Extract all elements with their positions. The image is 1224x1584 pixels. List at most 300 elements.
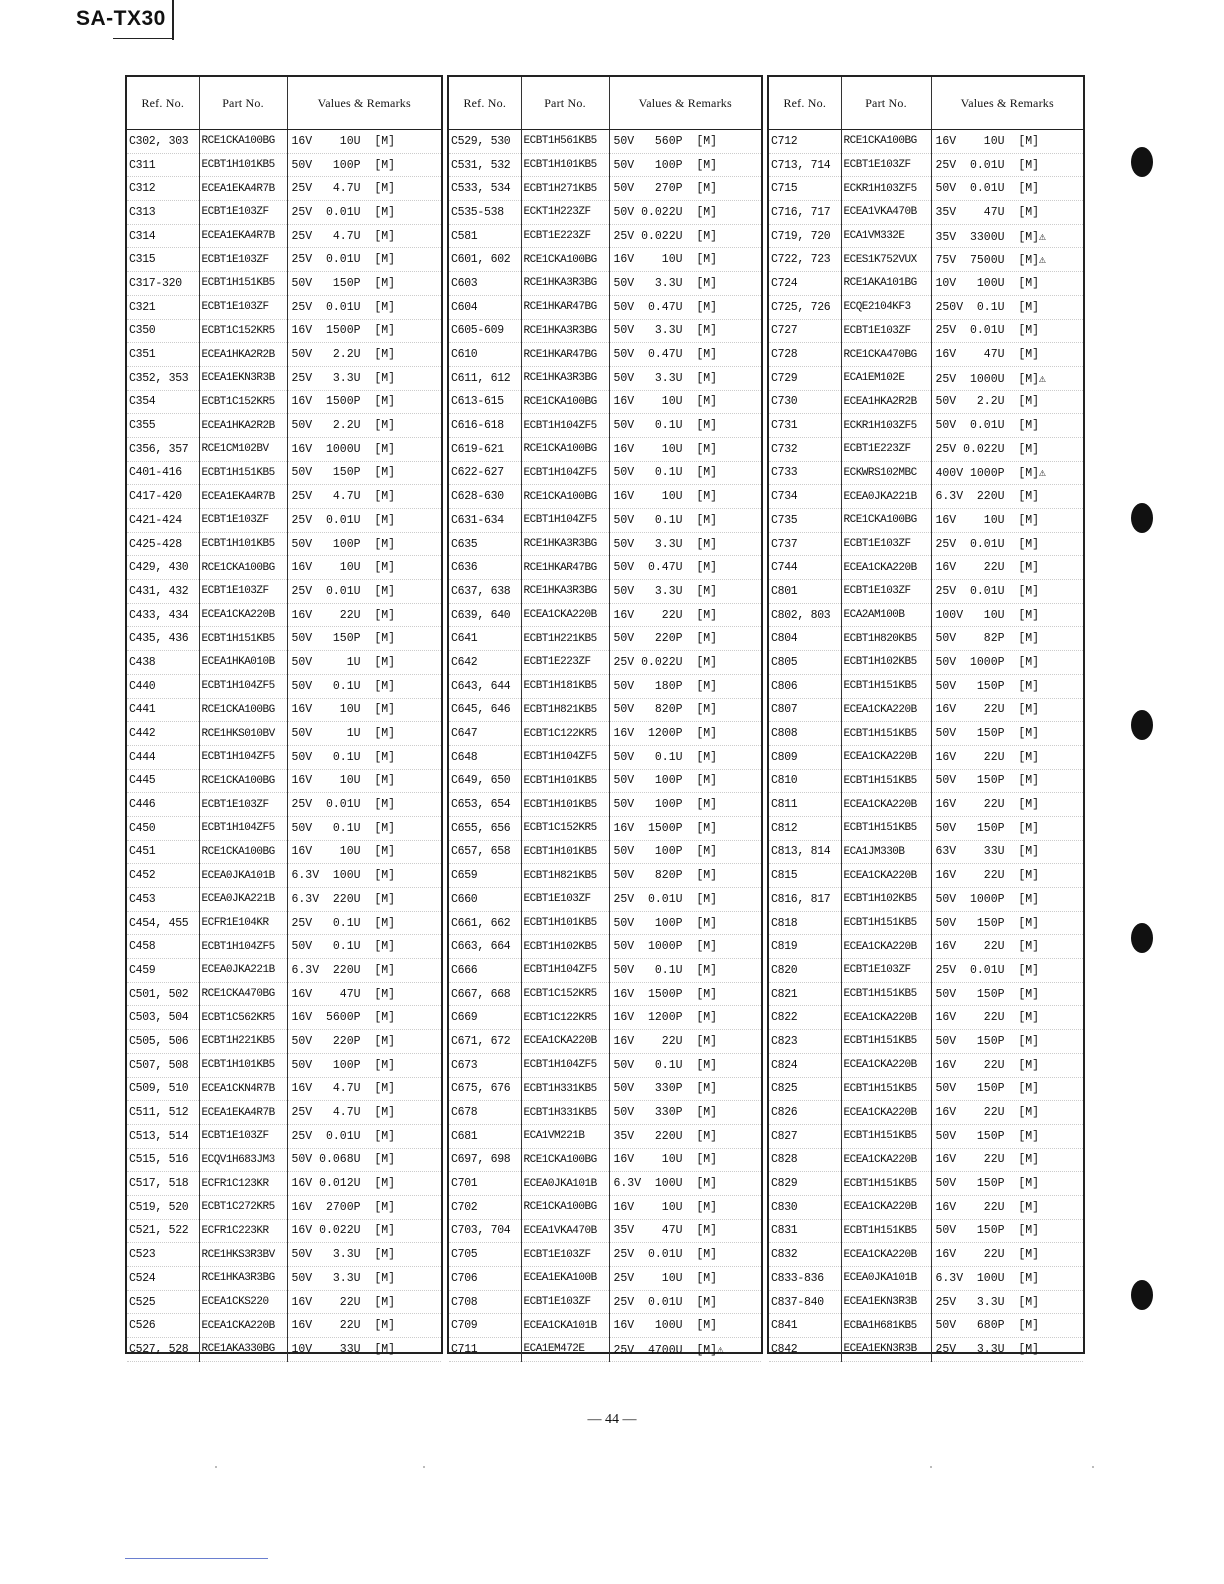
part-no-cell: ECBT1H151KB5 <box>841 1077 931 1101</box>
ref-no-cell: C697, 698 <box>449 1148 521 1172</box>
ref-no-cell: C613-615 <box>449 390 521 414</box>
values-cell: 50V 0.47U [M] <box>609 556 761 580</box>
values-cell: 50V 0.1U [M] <box>287 674 441 698</box>
ref-no-cell: C503, 504 <box>127 1006 199 1030</box>
ref-no-cell: C820 <box>769 959 841 983</box>
part-no-cell: ECA1VM332E <box>841 224 931 248</box>
part-no-cell: ECEA1CKA220B <box>841 1195 931 1219</box>
ref-no-cell: C737 <box>769 532 841 556</box>
part-no-cell: ECEA1CKA220B <box>841 1101 931 1125</box>
part-no-cell: ECEA0JKA221B <box>841 485 931 509</box>
values-cell: 50V 330P [M] <box>609 1077 761 1101</box>
part-no-cell: ECBT1H151KB5 <box>841 816 931 840</box>
table-row <box>449 1338 761 1362</box>
table-row <box>449 1101 761 1125</box>
table-row <box>449 1172 761 1196</box>
values-cell: 16V 22U [M] <box>609 603 761 627</box>
values-cell: 16V 47U [M] <box>287 982 441 1006</box>
part-no-cell: ECEA1CKA220B <box>841 1053 931 1077</box>
table-row <box>769 153 1083 177</box>
values-cell: 50V 82P [M] <box>931 627 1083 651</box>
values-cell: 16V 22U [M] <box>931 1053 1083 1077</box>
table-row <box>769 793 1083 817</box>
ref-no-cell: C824 <box>769 1053 841 1077</box>
values-cell: 16V 22U [M] <box>287 603 441 627</box>
ref-no-cell: C734 <box>769 485 841 509</box>
ref-no-cell: C744 <box>769 556 841 580</box>
table-row <box>449 864 761 888</box>
ref-no-cell: C631-634 <box>449 509 521 533</box>
ref-no-cell: C527, 528 <box>127 1338 199 1362</box>
values-cell: 50V 0.1U [M] <box>609 509 761 533</box>
values-cell: 50V 3.3U [M] <box>609 272 761 296</box>
table-row <box>449 1243 761 1267</box>
values-cell: 50V 330P [M] <box>609 1101 761 1125</box>
values-cell: 25V 0.1U [M] <box>287 911 441 935</box>
values-cell: 25V 0.01U [M] <box>287 793 441 817</box>
values-cell: 16V 10U [M] <box>609 1195 761 1219</box>
values-cell: 25V 4.7U [M] <box>287 1101 441 1125</box>
part-no-cell: ECBT1E103ZF <box>199 248 287 272</box>
table-row <box>449 935 761 959</box>
part-no-cell: ECBT1H820KB5 <box>841 627 931 651</box>
table-row <box>769 201 1083 225</box>
ref-no-cell: C302, 303 <box>127 130 199 154</box>
page-number: — 44 — <box>587 1412 637 1427</box>
part-no-cell: RCE1HKAR47BG <box>521 556 609 580</box>
values-cell: 50V 270P [M] <box>609 177 761 201</box>
values-cell: 50V 100P [M] <box>287 1053 441 1077</box>
ref-no-cell: C435, 436 <box>127 627 199 651</box>
table-row <box>769 532 1083 556</box>
table-row <box>449 959 761 983</box>
ref-no-cell: C517, 518 <box>127 1172 199 1196</box>
part-no-cell: RCE1CM102BV <box>199 437 287 461</box>
ref-no-cell: C431, 432 <box>127 580 199 604</box>
ref-no-cell: C815 <box>769 864 841 888</box>
part-no-cell: ECA2AM100B <box>841 603 931 627</box>
table-row <box>449 580 761 604</box>
ref-no-cell: C709 <box>449 1314 521 1338</box>
table-row <box>769 603 1083 627</box>
part-no-cell: ECBT1E103ZF <box>521 1290 609 1314</box>
table-row <box>127 722 441 746</box>
values-cell: 50V 150P [M] <box>931 1124 1083 1148</box>
table-row <box>449 201 761 225</box>
part-no-cell: ECEA1EKN3R3B <box>841 1338 931 1362</box>
part-no-cell: ECEA1CKA220B <box>841 864 931 888</box>
values-cell: 50V 150P [M] <box>931 1077 1083 1101</box>
part-no-cell: ECBT1H104ZF5 <box>199 674 287 698</box>
values-cell: 16V 10U [M] <box>287 769 441 793</box>
values-cell: 50V 3.3U [M] <box>609 532 761 556</box>
values-cell: 75V 7500U [M]⚠ <box>931 248 1083 272</box>
part-no-cell: ECBT1E103ZF <box>199 1124 287 1148</box>
ref-no-cell: C675, 676 <box>449 1077 521 1101</box>
part-no-cell: RCE1HKAR47BG <box>521 295 609 319</box>
ref-no-cell: C818 <box>769 911 841 935</box>
part-no-cell: ECFR1C223KR <box>199 1219 287 1243</box>
values-cell: 25V 0.01U [M] <box>931 959 1083 983</box>
ref-no-cell: C719, 720 <box>769 224 841 248</box>
part-no-cell: RCE1HKA3R3BG <box>199 1267 287 1291</box>
parts-table <box>449 77 761 1362</box>
table-row <box>127 864 441 888</box>
parts-table <box>769 77 1083 1362</box>
ref-no-cell: C681 <box>449 1124 521 1148</box>
ref-no-cell: C581 <box>449 224 521 248</box>
values-cell: 16V 10U [M] <box>609 485 761 509</box>
ref-no-cell: C816, 817 <box>769 888 841 912</box>
table-row <box>449 366 761 390</box>
values-cell: 25V 1000U [M]⚠ <box>931 366 1083 390</box>
values-cell: 25V 3.3U [M] <box>931 1338 1083 1362</box>
values-cell: 35V 47U [M] <box>609 1219 761 1243</box>
part-no-cell: ECBT1E223ZF <box>521 651 609 675</box>
part-no-cell: ECBT1H104ZF5 <box>199 745 287 769</box>
ref-no-cell: C433, 434 <box>127 603 199 627</box>
values-cell: 25V 0.022U [M] <box>609 224 761 248</box>
part-no-cell: ECEA0JKA101B <box>199 864 287 888</box>
values-cell: 50V 820P [M] <box>609 698 761 722</box>
part-no-cell: ECBT1H104ZF5 <box>521 745 609 769</box>
values-cell: 16V 47U [M] <box>931 343 1083 367</box>
ref-no-cell: C444 <box>127 745 199 769</box>
values-cell: 50V 150P [M] <box>931 911 1083 935</box>
part-no-cell: RCE1AKA101BG <box>841 272 931 296</box>
table-row <box>449 1006 761 1030</box>
values-cell: 50V 150P [M] <box>931 1172 1083 1196</box>
part-no-cell: ECEA1CKN4R7B <box>199 1077 287 1101</box>
ref-no-cell: C727 <box>769 319 841 343</box>
ref-no-cell: C669 <box>449 1006 521 1030</box>
ref-no-cell: C725, 726 <box>769 295 841 319</box>
ref-no-cell: C807 <box>769 698 841 722</box>
scan-speck <box>423 1466 425 1468</box>
header-values: Values & Remarks <box>287 77 441 130</box>
ref-no-cell: C733 <box>769 461 841 485</box>
part-no-cell: ECBT1H104ZF5 <box>199 816 287 840</box>
table-row <box>769 1172 1083 1196</box>
ref-no-cell: C350 <box>127 319 199 343</box>
table-row <box>769 816 1083 840</box>
ref-no-cell: C701 <box>449 1172 521 1196</box>
table-row <box>449 793 761 817</box>
part-no-cell: ECEA1CKA220B <box>841 556 931 580</box>
values-cell: 50V 3.3U [M] <box>287 1267 441 1291</box>
part-no-cell: ECBT1E103ZF <box>199 295 287 319</box>
part-no-cell: RCE1CKA100BG <box>199 840 287 864</box>
table-row <box>769 864 1083 888</box>
ref-no-cell: C806 <box>769 674 841 698</box>
ref-no-cell: C442 <box>127 722 199 746</box>
binding-hole-mark <box>1131 503 1153 533</box>
values-cell: 16V 22U [M] <box>931 793 1083 817</box>
part-no-cell: ECBT1H331KB5 <box>521 1077 609 1101</box>
part-no-cell: RCE1HKAR47BG <box>521 343 609 367</box>
table-row <box>769 888 1083 912</box>
part-no-cell: ECBT1H821KB5 <box>521 864 609 888</box>
ref-no-cell: C801 <box>769 580 841 604</box>
table-row <box>769 461 1083 485</box>
part-no-cell: ECBT1H151KB5 <box>841 722 931 746</box>
table-row <box>127 414 441 438</box>
header-ref: Ref. No. <box>449 77 521 130</box>
part-no-cell: ECBT1C122KR5 <box>521 722 609 746</box>
values-cell: 50V 150P [M] <box>287 461 441 485</box>
ref-no-cell: C610 <box>449 343 521 367</box>
values-cell: 50V 0.1U [M] <box>609 461 761 485</box>
table-row <box>127 319 441 343</box>
part-no-cell: ECKT1H223ZF <box>521 201 609 225</box>
values-cell: 25V 0.01U [M] <box>287 201 441 225</box>
table-row <box>769 1219 1083 1243</box>
table-row <box>127 603 441 627</box>
part-no-cell: ECBT1E103ZF <box>841 532 931 556</box>
ref-no-cell: C601, 602 <box>449 248 521 272</box>
values-cell: 16V 22U [M] <box>931 935 1083 959</box>
table-row <box>769 745 1083 769</box>
part-no-cell: RCE1CKA100BG <box>521 1148 609 1172</box>
values-cell: 16V 1200P [M] <box>609 722 761 746</box>
ref-no-cell: C666 <box>449 959 521 983</box>
part-no-cell: ECBT1E103ZF <box>521 1243 609 1267</box>
ref-no-cell: C622-627 <box>449 461 521 485</box>
values-cell: 63V 33U [M] <box>931 840 1083 864</box>
part-no-cell: RCE1HKS010BV <box>199 722 287 746</box>
values-cell: 16V 22U [M] <box>931 1101 1083 1125</box>
ref-no-cell: C663, 664 <box>449 935 521 959</box>
table-row <box>769 224 1083 248</box>
values-cell: 6.3V 220U [M] <box>931 485 1083 509</box>
values-cell: 6.3V 100U [M] <box>609 1172 761 1196</box>
table-row <box>449 224 761 248</box>
values-cell: 10V 100U [M] <box>931 272 1083 296</box>
ref-no-cell: C711 <box>449 1338 521 1362</box>
table-row <box>127 1243 441 1267</box>
values-cell: 16V 1200P [M] <box>609 1006 761 1030</box>
ref-no-cell: C604 <box>449 295 521 319</box>
table-row <box>127 390 441 414</box>
table-row <box>449 414 761 438</box>
ref-no-cell: C722, 723 <box>769 248 841 272</box>
table-row <box>127 272 441 296</box>
table-row <box>769 366 1083 390</box>
ref-no-cell: C821 <box>769 982 841 1006</box>
ref-no-cell: C831 <box>769 1219 841 1243</box>
table-row <box>127 437 441 461</box>
values-cell: 16V 4.7U [M] <box>287 1077 441 1101</box>
values-cell: 50V 1U [M] <box>287 651 441 675</box>
part-no-cell: RCE1CKA100BG <box>521 248 609 272</box>
ref-no-cell: C526 <box>127 1314 199 1338</box>
part-no-cell: ECEA1CKA220B <box>841 935 931 959</box>
ref-no-cell: C637, 638 <box>449 580 521 604</box>
part-no-cell: ECBT1C122KR5 <box>521 1006 609 1030</box>
values-cell: 25V 0.01U [M] <box>287 295 441 319</box>
ref-no-cell: C315 <box>127 248 199 272</box>
part-no-cell: ECBT1H104ZF5 <box>521 959 609 983</box>
header-values: Values & Remarks <box>931 77 1083 130</box>
part-no-cell: ECBT1H102KB5 <box>841 888 931 912</box>
part-no-cell: ECEA1CKA220B <box>199 1314 287 1338</box>
values-cell: 25V 0.01U [M] <box>609 1290 761 1314</box>
table-row <box>769 627 1083 651</box>
table-row <box>769 437 1083 461</box>
ref-no-cell: C829 <box>769 1172 841 1196</box>
table-row <box>769 1267 1083 1291</box>
part-no-cell: ECBT1E103ZF <box>199 580 287 604</box>
values-cell: 25V 0.01U [M] <box>931 532 1083 556</box>
part-no-cell: RCE1HKA3R3BG <box>521 532 609 556</box>
table-row <box>127 816 441 840</box>
values-cell: 16V 22U [M] <box>287 1314 441 1338</box>
table-row <box>769 651 1083 675</box>
header-values: Values & Remarks <box>609 77 761 130</box>
part-no-cell: ECEA1HKA2R2B <box>199 343 287 367</box>
ref-no-cell: C533, 534 <box>449 177 521 201</box>
table-row <box>769 1148 1083 1172</box>
part-no-cell: ECBT1H101KB5 <box>199 532 287 556</box>
ref-no-cell: C641 <box>449 627 521 651</box>
part-no-cell: ECEA1CKA101B <box>521 1314 609 1338</box>
ref-no-cell: C643, 644 <box>449 674 521 698</box>
values-cell: 25V 4700U [M]⚠ <box>609 1338 761 1362</box>
part-no-cell: ECEA1CKA220B <box>521 1030 609 1054</box>
values-cell: 16V 1500P [M] <box>609 816 761 840</box>
table-row <box>127 130 441 154</box>
values-cell: 50V 150P [M] <box>931 769 1083 793</box>
values-cell: 50V 820P [M] <box>609 864 761 888</box>
part-no-cell: ECBT1H151KB5 <box>199 627 287 651</box>
table-row <box>769 177 1083 201</box>
table-row <box>127 769 441 793</box>
part-no-cell: ECBT1H101KB5 <box>199 1053 287 1077</box>
part-no-cell: RCE1CKA470BG <box>199 982 287 1006</box>
table-row <box>769 343 1083 367</box>
ref-no-cell: C841 <box>769 1314 841 1338</box>
ref-no-cell: C501, 502 <box>127 982 199 1006</box>
values-cell: 25V 4.7U [M] <box>287 177 441 201</box>
table-row <box>127 1148 441 1172</box>
table-row <box>769 769 1083 793</box>
ref-no-cell: C660 <box>449 888 521 912</box>
part-no-cell: RCE1CKA100BG <box>841 509 931 533</box>
values-cell: 50V 0.1U [M] <box>609 745 761 769</box>
ref-no-cell: C730 <box>769 390 841 414</box>
ref-no-cell: C702 <box>449 1195 521 1219</box>
ref-no-cell: C729 <box>769 366 841 390</box>
ref-no-cell: C735 <box>769 509 841 533</box>
values-cell: 50V 100P [M] <box>609 911 761 935</box>
ref-no-cell: C445 <box>127 769 199 793</box>
values-cell: 100V 10U [M] <box>931 603 1083 627</box>
part-no-cell: ECBT1H101KB5 <box>521 793 609 817</box>
ref-no-cell: C352, 353 <box>127 366 199 390</box>
values-cell: 50V 100P [M] <box>609 153 761 177</box>
values-cell: 16V 5600P [M] <box>287 1006 441 1030</box>
ref-no-cell: C657, 658 <box>449 840 521 864</box>
table-row <box>127 461 441 485</box>
values-cell: 25V 0.01U [M] <box>609 1243 761 1267</box>
table-row <box>449 153 761 177</box>
values-cell: 250V 0.1U [M] <box>931 295 1083 319</box>
part-no-cell: ECEA1HKA2R2B <box>199 414 287 438</box>
ref-no-cell: C649, 650 <box>449 769 521 793</box>
values-cell: 50V 0.1U [M] <box>609 959 761 983</box>
values-cell: 50V 560P [M] <box>609 130 761 154</box>
table-row <box>127 911 441 935</box>
values-cell: 16V 22U [M] <box>931 1195 1083 1219</box>
part-no-cell: ECEA1CKA220B <box>841 793 931 817</box>
table-row <box>127 982 441 1006</box>
values-cell: 50V 0.1U [M] <box>609 1053 761 1077</box>
table-row <box>769 1195 1083 1219</box>
table-row <box>127 840 441 864</box>
ref-no-cell: C833-836 <box>769 1267 841 1291</box>
values-cell: 50V 150P [M] <box>931 1219 1083 1243</box>
values-cell: 50V 150P [M] <box>931 816 1083 840</box>
table-row <box>449 390 761 414</box>
ref-no-cell: C628-630 <box>449 485 521 509</box>
table-row <box>127 366 441 390</box>
ref-no-cell: C459 <box>127 959 199 983</box>
part-no-cell: RCE1CKA100BG <box>841 130 931 154</box>
table-row <box>769 1101 1083 1125</box>
part-no-cell: ECEA1VKA470B <box>521 1219 609 1243</box>
ref-no-cell: C421-424 <box>127 509 199 533</box>
part-no-cell: ECBT1H151KB5 <box>199 461 287 485</box>
values-cell: 25V 0.01U [M] <box>287 248 441 272</box>
table-row <box>449 295 761 319</box>
part-no-cell: ECFR1E104KR <box>199 911 287 935</box>
values-cell: 50V 150P [M] <box>931 982 1083 1006</box>
table-row <box>769 295 1083 319</box>
part-no-cell: ECEA1CKA220B <box>841 698 931 722</box>
values-cell: 16V 0.022U [M] <box>287 1219 441 1243</box>
part-no-cell: ECBT1H104ZF5 <box>521 509 609 533</box>
ref-no-cell: C505, 506 <box>127 1030 199 1054</box>
table-row <box>769 390 1083 414</box>
header-part: Part No. <box>199 77 287 130</box>
table-row <box>769 1077 1083 1101</box>
table-row <box>127 509 441 533</box>
part-no-cell: ECBT1H102KB5 <box>841 651 931 675</box>
values-cell: 16V 10U [M] <box>609 390 761 414</box>
part-no-cell: ECEA1CKA220B <box>521 603 609 627</box>
table-row <box>449 1267 761 1291</box>
values-cell: 25V 0.01U [M] <box>287 580 441 604</box>
ref-no-cell: C313 <box>127 201 199 225</box>
part-no-cell: ECEA1HKA2R2B <box>841 390 931 414</box>
table-row <box>769 698 1083 722</box>
values-cell: 16V 10U [M] <box>287 130 441 154</box>
ref-no-cell: C809 <box>769 745 841 769</box>
table-row <box>127 959 441 983</box>
ref-no-cell: C531, 532 <box>449 153 521 177</box>
table-row <box>449 461 761 485</box>
values-cell: 50V 0.47U [M] <box>609 343 761 367</box>
table-row <box>769 556 1083 580</box>
values-cell: 25V 0.01U [M] <box>609 888 761 912</box>
table-row <box>769 840 1083 864</box>
values-cell: 50V 100P [M] <box>609 769 761 793</box>
part-no-cell: ECBT1C152KR5 <box>521 816 609 840</box>
values-cell: 50V 680P [M] <box>931 1314 1083 1338</box>
table-row <box>769 1124 1083 1148</box>
part-no-cell: ECBT1H221KB5 <box>521 627 609 651</box>
ref-no-cell: C804 <box>769 627 841 651</box>
